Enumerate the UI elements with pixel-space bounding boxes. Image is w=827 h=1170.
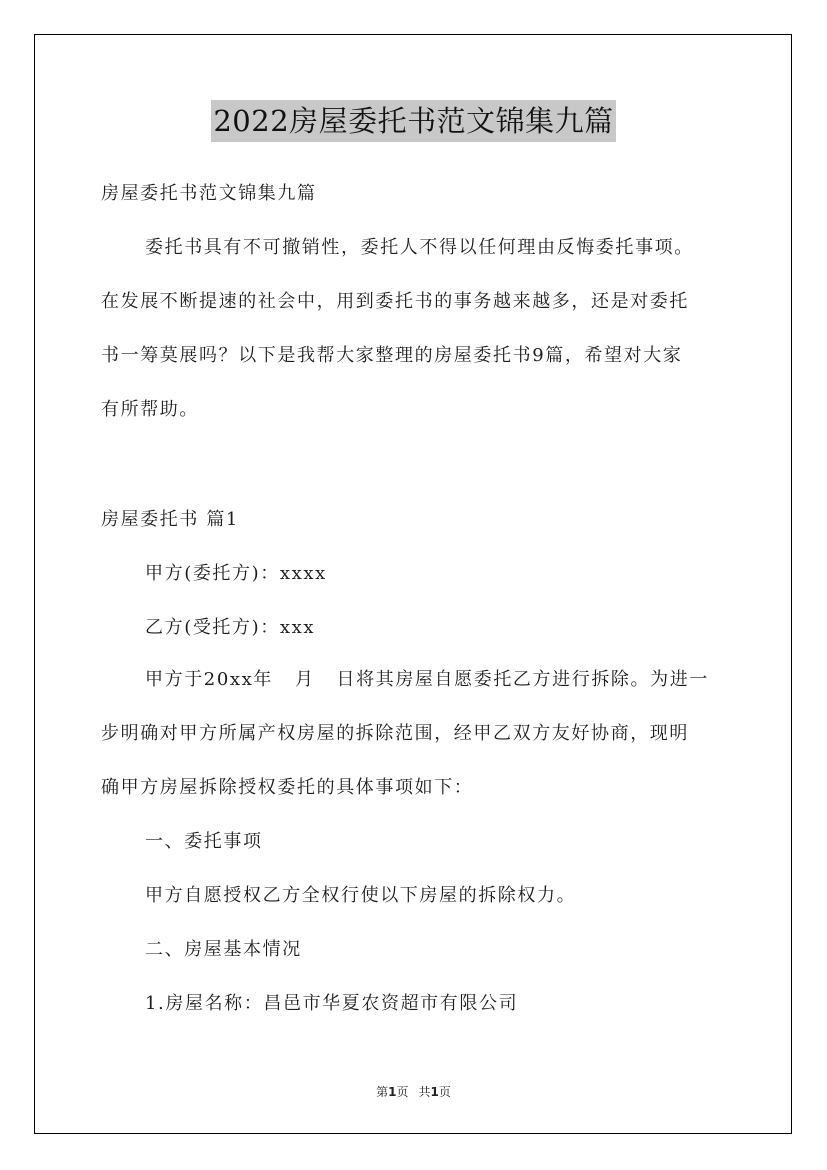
total-pages: 1: [430, 1085, 439, 1099]
paragraph-line: 书一筹莫展吗？以下是我帮大家整理的房屋委托书9篇，希望对大家: [101, 345, 683, 366]
page-number: 1: [388, 1085, 397, 1099]
total-label-suffix: 页: [438, 1085, 451, 1099]
page-footer: [0, 1084, 827, 1100]
paragraph-line: 甲方自愿授权乙方全权行使以下房屋的拆除权力。: [145, 885, 577, 906]
list-item: 1.房屋名称：昌邑市华夏农资超市有限公司: [145, 993, 519, 1014]
section-heading: 房屋委托书 篇1: [101, 509, 239, 530]
title-container: [0, 100, 827, 142]
paragraph-line: 甲方于20xx年 月 日将其房屋自愿委托乙方进行拆除。为进一: [145, 669, 709, 690]
clause-heading: 一、委托事项: [145, 831, 263, 852]
document-title: 2022房屋委托书范文锦集九篇: [211, 100, 615, 142]
clause-heading: 二、房屋基本情况: [145, 939, 302, 960]
subtitle-line: 房屋委托书范文锦集九篇: [101, 183, 317, 204]
paragraph-line: 步明确对甲方所属产权房屋的拆除范围，经甲乙双方友好协商，现明: [101, 723, 689, 744]
total-label-prefix: 共: [418, 1085, 431, 1099]
paragraph-line: 在发展不断提速的社会中，用到委托书的事务越来越多，还是对委托: [101, 291, 689, 312]
party-a-line: 甲方(委托方)：xxxx: [145, 563, 327, 584]
paragraph-line: 委托书具有不可撤销性，委托人不得以任何理由反悔委托事项。: [145, 237, 694, 258]
page-label-prefix: 第: [376, 1085, 389, 1099]
party-b-line: 乙方(受托方)：xxx: [145, 617, 316, 638]
paragraph-line: 有所帮助。: [101, 399, 199, 420]
paragraph-line: 确甲方房屋拆除授权委托的具体事项如下：: [101, 777, 474, 798]
page-label-suffix: 页: [396, 1085, 409, 1099]
